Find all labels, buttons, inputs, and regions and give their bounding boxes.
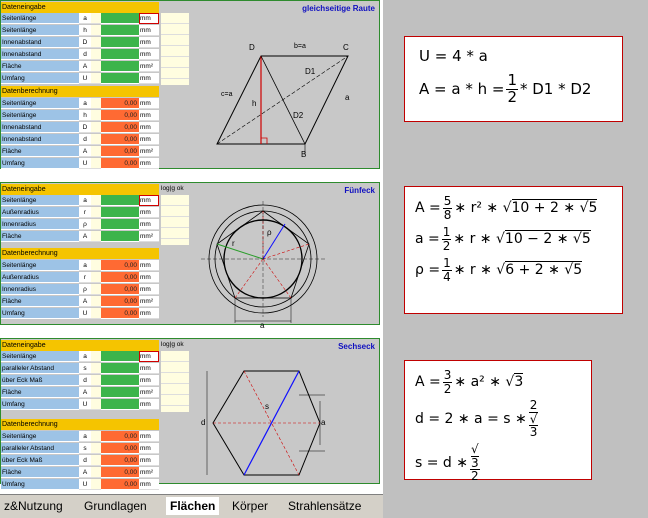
field-symbol: a <box>79 260 91 271</box>
formula-hexagon-flat: s = d ∗ √ 3 2 <box>415 441 479 484</box>
value-input-cell[interactable] <box>101 231 139 242</box>
unit-cell[interactable]: mm <box>139 443 159 454</box>
input-row <box>1 231 161 242</box>
entry-cell[interactable] <box>91 375 101 386</box>
input-header: Dateneingabe <box>1 184 159 195</box>
input-row <box>1 375 161 386</box>
field-symbol: U <box>79 158 91 169</box>
value-input-cell[interactable] <box>101 387 139 398</box>
unit-cell[interactable]: mm <box>139 207 159 218</box>
unit-cell[interactable]: mm <box>139 122 159 133</box>
sheet-tab[interactable]: Strahlensätze <box>288 499 362 513</box>
field-label: Fläche <box>1 61 79 72</box>
unit-cell[interactable]: mm <box>139 375 159 386</box>
input-row <box>1 363 161 374</box>
field-label: Innenabstand <box>1 122 79 133</box>
output-row <box>1 110 161 121</box>
unit-cell[interactable]: mm <box>139 49 159 60</box>
field-symbol: D <box>79 122 91 133</box>
field-label: Seitenlänge <box>1 260 79 271</box>
result-cell: 0,00 <box>101 296 139 307</box>
unit-cell[interactable]: mm² <box>139 467 159 478</box>
field-symbol: d <box>79 49 91 60</box>
label-ca: c=a <box>221 91 233 98</box>
field-label: Fläche <box>1 296 79 307</box>
entry-cell[interactable] <box>91 455 101 466</box>
field-symbol: A <box>79 231 91 242</box>
unit-cell[interactable]: mm <box>139 158 159 169</box>
field-label: über Eck Maß <box>1 455 79 466</box>
sheet-tab[interactable]: Grundlagen <box>84 499 147 513</box>
unit-cell[interactable]: mm² <box>139 231 159 242</box>
entry-cell[interactable] <box>91 260 101 271</box>
field-label: Umfang <box>1 399 79 410</box>
unit-cell[interactable]: mm <box>139 431 159 442</box>
field-symbol: a <box>79 431 91 442</box>
field-symbol: U <box>79 308 91 319</box>
unit-cell[interactable]: mm <box>139 363 159 374</box>
label-ba: b=a <box>294 43 306 50</box>
input-row <box>1 37 161 48</box>
input-row <box>1 73 161 84</box>
field-symbol: D <box>79 37 91 48</box>
input-row <box>1 49 161 60</box>
check-note: log|g ok <box>161 185 184 192</box>
field-label: Umfang <box>1 479 79 490</box>
unit-cell[interactable]: mm <box>139 284 159 295</box>
label-B: B <box>301 150 307 159</box>
field-label: Innenradius <box>1 219 79 230</box>
result-cell: 0,00 <box>101 308 139 319</box>
input-row <box>1 13 161 24</box>
result-cell: 0,00 <box>101 146 139 157</box>
result-cell: 0,00 <box>101 122 139 133</box>
entry-cell[interactable] <box>91 134 101 145</box>
formula-rhombus <box>404 36 623 122</box>
field-symbol: d <box>79 134 91 145</box>
unit-cell[interactable]: mm <box>139 98 159 109</box>
field-symbol: d <box>79 375 91 386</box>
label-D: D <box>249 43 255 52</box>
field-label: Innenradius <box>1 284 79 295</box>
section-title: Fünfeck <box>344 186 375 195</box>
entry-cell[interactable] <box>91 13 101 24</box>
result-cell: 0,00 <box>101 134 139 145</box>
entry-cell[interactable] <box>91 443 101 454</box>
field-label: Innenabstand <box>1 49 79 60</box>
field-symbol: A <box>79 467 91 478</box>
result-cell: 0,00 <box>101 479 139 490</box>
unit-cell[interactable]: mm² <box>139 296 159 307</box>
unit-cell[interactable]: mm <box>139 134 159 145</box>
value-input-cell[interactable] <box>101 25 139 36</box>
entry-cell[interactable] <box>91 207 101 218</box>
field-symbol: a <box>79 98 91 109</box>
result-cell: 0,00 <box>101 443 139 454</box>
entry-cell[interactable] <box>91 284 101 295</box>
section-title: gleichseitige Raute <box>302 4 375 13</box>
unit-cell[interactable]: mm <box>139 219 159 230</box>
label-a: a <box>260 321 265 330</box>
output-row <box>1 134 161 145</box>
value-input-cell[interactable] <box>101 13 139 24</box>
entry-cell[interactable] <box>91 467 101 478</box>
field-symbol: a <box>79 13 91 24</box>
section-pentagon <box>0 182 380 330</box>
unit-cell[interactable]: mm <box>139 25 159 36</box>
field-symbol: ρ <box>79 284 91 295</box>
field-label: Seitenlänge <box>1 351 79 362</box>
field-label: Fläche <box>1 467 79 478</box>
input-row <box>1 399 161 410</box>
unit-cell[interactable]: mm <box>139 110 159 121</box>
input-row <box>1 387 161 398</box>
value-input-cell[interactable] <box>101 61 139 72</box>
check-note: log|g ok <box>161 341 184 348</box>
field-label: Fläche <box>1 231 79 242</box>
formula-pentagon <box>404 186 623 314</box>
field-label: Fläche <box>1 146 79 157</box>
result-cell: 0,00 <box>101 98 139 109</box>
unit-cell[interactable]: mm² <box>139 387 159 398</box>
field-label: Seitenlänge <box>1 13 79 24</box>
field-label: paralleler Abstand <box>1 363 79 374</box>
output-row <box>1 455 161 466</box>
section-hexagon <box>0 338 380 488</box>
label-s: s <box>265 402 269 411</box>
label-C: C <box>343 43 349 52</box>
field-symbol: A <box>79 296 91 307</box>
formula-area: A = a * h = $\frac{1}{2}$ * D1 * D2 <box>419 71 592 106</box>
unit-cell[interactable]: mm² <box>139 61 159 72</box>
label-a: a <box>345 93 350 102</box>
output-row <box>1 284 161 295</box>
result-cell: 0,00 <box>101 272 139 283</box>
field-symbol: U <box>79 399 91 410</box>
sheet-tab[interactable]: Flächen <box>166 497 219 515</box>
label-a: a <box>321 418 326 427</box>
sheet-tab-bar <box>0 494 383 518</box>
entry-cell[interactable] <box>91 399 101 410</box>
field-symbol: h <box>79 110 91 121</box>
entry-cell[interactable] <box>91 122 101 133</box>
output-row <box>1 443 161 454</box>
field-label: Außenradius <box>1 272 79 283</box>
result-cell: 0,00 <box>101 467 139 478</box>
entry-cell[interactable] <box>91 351 101 362</box>
input-row <box>1 195 161 206</box>
value-input-cell[interactable] <box>101 49 139 60</box>
sheet-tab[interactable]: z&Nutzung <box>4 499 63 513</box>
field-symbol: a <box>79 351 91 362</box>
field-symbol: A <box>79 61 91 72</box>
entry-cell[interactable] <box>91 110 101 121</box>
unit-cell[interactable]: mm <box>139 195 159 206</box>
value-input-cell[interactable] <box>101 375 139 386</box>
field-label: Umfang <box>1 308 79 319</box>
field-label: Fläche <box>1 387 79 398</box>
field-label: Seitenlänge <box>1 431 79 442</box>
entry-cell[interactable] <box>91 219 101 230</box>
field-symbol: A <box>79 387 91 398</box>
input-aux-column[interactable] <box>161 351 189 412</box>
formula-pentagon-inradius: ρ = $\frac{1}{4}$ ∗ r ∗ √6 + 2 ∗ √5 <box>415 256 583 284</box>
value-input-cell[interactable] <box>101 399 139 410</box>
field-symbol: h <box>79 25 91 36</box>
result-cell: 0,00 <box>101 260 139 271</box>
output-row <box>1 158 161 169</box>
output-row <box>1 98 161 109</box>
field-symbol: d <box>79 455 91 466</box>
entry-cell[interactable] <box>91 73 101 84</box>
field-label: über Eck Maß <box>1 375 79 386</box>
field-symbol: a <box>79 195 91 206</box>
field-label: Seitenlänge <box>1 195 79 206</box>
unit-cell[interactable]: mm <box>139 73 159 84</box>
unit-cell[interactable]: mm <box>139 479 159 490</box>
section-rhombus <box>0 0 380 169</box>
unit-cell[interactable]: mm <box>139 308 159 319</box>
field-symbol: U <box>79 73 91 84</box>
field-label: Umfang <box>1 158 79 169</box>
value-input-cell[interactable] <box>101 73 139 84</box>
unit-cell[interactable]: mm <box>139 260 159 271</box>
formula-pentagon-side: a = $\frac{1}{2}$ ∗ r ∗ √10 − 2 ∗ √5 <box>415 225 591 253</box>
label-r: r <box>232 239 235 248</box>
field-label: Seitenlänge <box>1 25 79 36</box>
entry-cell[interactable] <box>91 308 101 319</box>
entry-cell[interactable] <box>91 479 101 490</box>
value-input-cell[interactable] <box>101 351 139 362</box>
field-label: Außenradius <box>1 207 79 218</box>
entry-cell[interactable] <box>91 61 101 72</box>
formula-perimeter: U = 4 * a <box>419 47 488 65</box>
unit-cell[interactable]: mm <box>139 37 159 48</box>
field-symbol: s <box>79 443 91 454</box>
unit-cell[interactable]: mm <box>139 272 159 283</box>
entry-cell[interactable] <box>91 49 101 60</box>
output-row <box>1 296 161 307</box>
field-symbol: r <box>79 272 91 283</box>
output-row <box>1 260 161 271</box>
rhombus-figure <box>193 26 378 166</box>
field-label: Seitenlänge <box>1 98 79 109</box>
input-row <box>1 207 161 218</box>
output-row <box>1 479 161 490</box>
formula-hexagon <box>404 360 592 484</box>
input-header: Dateneingabe <box>1 340 159 351</box>
unit-cell[interactable]: mm <box>139 455 159 466</box>
unit-cell[interactable]: mm <box>139 351 159 362</box>
field-symbol: U <box>79 479 91 490</box>
input-header: Dateneingabe <box>1 2 159 13</box>
field-symbol: A <box>79 146 91 157</box>
field-symbol: r <box>79 207 91 218</box>
calc-header: Datenberechnung <box>1 248 159 259</box>
output-row <box>1 272 161 283</box>
calc-header: Datenberechnung <box>1 419 159 430</box>
result-cell: 0,00 <box>101 110 139 121</box>
entry-cell[interactable] <box>91 98 101 109</box>
entry-cell[interactable] <box>91 363 101 374</box>
unit-cell[interactable]: mm <box>139 13 159 24</box>
result-cell: 0,00 <box>101 158 139 169</box>
field-symbol: ρ <box>79 219 91 230</box>
label-h: h <box>252 99 257 108</box>
entry-cell[interactable] <box>91 272 101 283</box>
pentagon-figure <box>201 197 331 330</box>
input-row <box>1 61 161 72</box>
output-row <box>1 122 161 133</box>
result-cell: 0,00 <box>101 284 139 295</box>
entry-cell[interactable] <box>91 158 101 169</box>
section-title: Sechseck <box>338 342 375 351</box>
entry-cell[interactable] <box>91 296 101 307</box>
label-D1: D1 <box>305 67 316 76</box>
field-label: Seitenlänge <box>1 110 79 121</box>
label-D2: D2 <box>293 111 304 120</box>
unit-cell[interactable]: mm <box>139 399 159 410</box>
result-cell: 0,00 <box>101 455 139 466</box>
output-row <box>1 467 161 478</box>
formula-hexagon-corner: d = 2 ∗ a = s ∗ 2 √ 3 <box>415 398 538 440</box>
label-d: d <box>201 418 206 427</box>
value-input-cell[interactable] <box>101 363 139 374</box>
input-aux-column[interactable] <box>161 195 189 245</box>
field-label: Innenabstand <box>1 37 79 48</box>
result-cell: 0,00 <box>101 431 139 442</box>
formula-pentagon-area: A = $\frac{5}{8}$ ∗ r² ∗ √10 + 2 ∗ √5 <box>415 194 598 222</box>
unit-cell[interactable]: mm² <box>139 146 159 157</box>
entry-cell[interactable] <box>91 37 101 48</box>
entry-cell[interactable] <box>91 231 101 242</box>
hexagon-figure <box>199 365 334 483</box>
entry-cell[interactable] <box>91 25 101 36</box>
value-input-cell[interactable] <box>101 219 139 230</box>
value-input-cell[interactable] <box>101 195 139 206</box>
output-row <box>1 146 161 157</box>
calc-header: Datenberechnung <box>1 86 159 97</box>
sheet-tab[interactable]: Körper <box>232 499 269 513</box>
field-label: Umfang <box>1 73 79 84</box>
field-label: Innenabstand <box>1 134 79 145</box>
field-label: paralleler Abstand <box>1 443 79 454</box>
formula-hexagon-area: A = $\frac{3}{2}$ ∗ a² ∗ √3 <box>415 368 524 396</box>
value-input-cell[interactable] <box>101 37 139 48</box>
entry-cell[interactable] <box>91 431 101 442</box>
output-row <box>1 308 161 319</box>
field-symbol: s <box>79 363 91 374</box>
input-row <box>1 351 161 362</box>
value-input-cell[interactable] <box>101 207 139 218</box>
label-rho: ρ <box>267 228 272 237</box>
entry-cell[interactable] <box>91 387 101 398</box>
output-row <box>1 431 161 442</box>
entry-cell[interactable] <box>91 146 101 157</box>
input-row <box>1 219 161 230</box>
entry-cell[interactable] <box>91 195 101 206</box>
input-row <box>1 25 161 36</box>
input-aux-column[interactable] <box>161 13 189 85</box>
